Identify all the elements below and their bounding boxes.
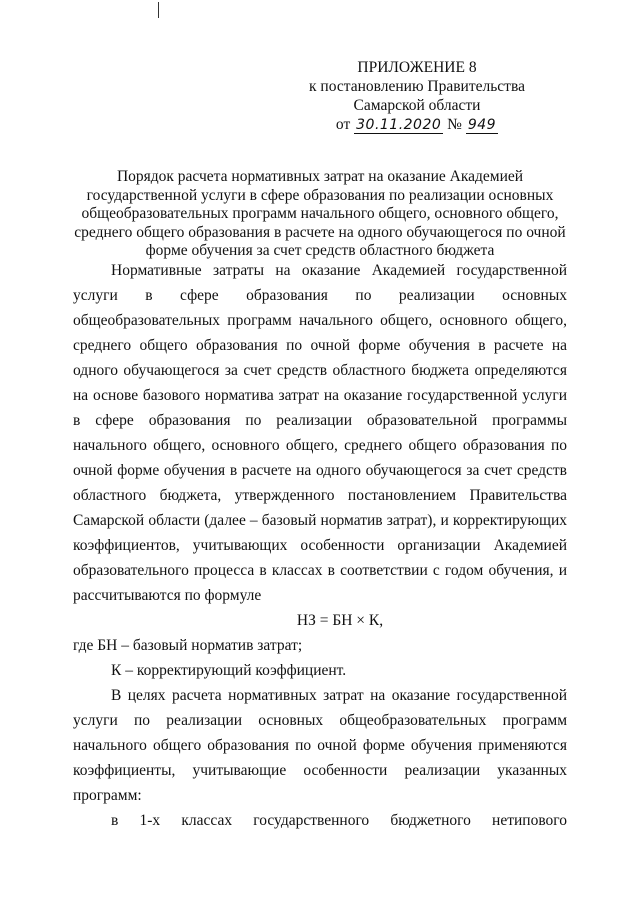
title-line: форме обучения за счет средств областного бюджета	[145, 242, 495, 259]
region-line: Самарской области	[353, 97, 481, 114]
scan-artifact-mark	[158, 2, 159, 18]
appendix-header	[267, 58, 567, 135]
formula: НЗ = БН × К,	[296, 612, 384, 629]
handwritten-date: 30.11.2020	[356, 117, 442, 133]
document-body	[73, 258, 567, 833]
title-line: государственной услуги в сфере образования по реализации основных	[86, 186, 554, 204]
resolution-line: к постановлению Правительства	[309, 78, 525, 95]
title-line: Порядок расчета нормативных затрат на оказание Академией	[116, 168, 524, 185]
definition-bn: где БН – базовый норматив затрат;	[73, 637, 303, 654]
paragraph-coefficients: В целях расчета нормативных затрат на оказание государственной услуги по реализации основных общеобразовательных программ начального общего образования по очной форме обучения применяются коэффициенты, учитывающие особенности реализации указанных программ:	[73, 687, 567, 804]
paragraph-intro: Нормативные затраты на оказание Академией государственной услуги в сфере образования по реализации основных общеобразовательных программ начального общего, основного общего, среднего общего образования по очной форме обучения в расчете на одного обучающегося за счет средств областного бюджета определяются на основе базового норматива затрат на оказание государственной услуги в сфере образования по реализации образовательной программы начального общего, основного общего, среднего общего образования по очной форме обучения в расчете на одного обучающегося за счет средств областного бюджета, утвержденного постановлением Правительства Самарской области (далее – базовый норматив затрат), и корректирующих коэффициентов, учитывающих особенности организации Академией образовательного процесса в классах в соответствии с годом обучения, и рассчитываются по формуле	[73, 262, 567, 604]
handwritten-number: 949	[467, 117, 497, 133]
date-number-line	[267, 115, 567, 135]
definition-k: К – корректирующий коэффициент.	[111, 662, 347, 679]
appendix-label: ПРИЛОЖЕНИЕ 8	[357, 59, 477, 76]
title-line: среднего общего образования в расчете на одного обучающегося по очной	[74, 223, 566, 241]
document-title	[70, 168, 570, 261]
number-sign: №	[447, 116, 462, 133]
from-prefix: от	[335, 116, 351, 133]
title-line: общеобразовательных программ начального общего, основного общего,	[81, 205, 559, 222]
paragraph-first-grade: в 1-х классах государственного бюджетного нетипового	[111, 812, 567, 829]
